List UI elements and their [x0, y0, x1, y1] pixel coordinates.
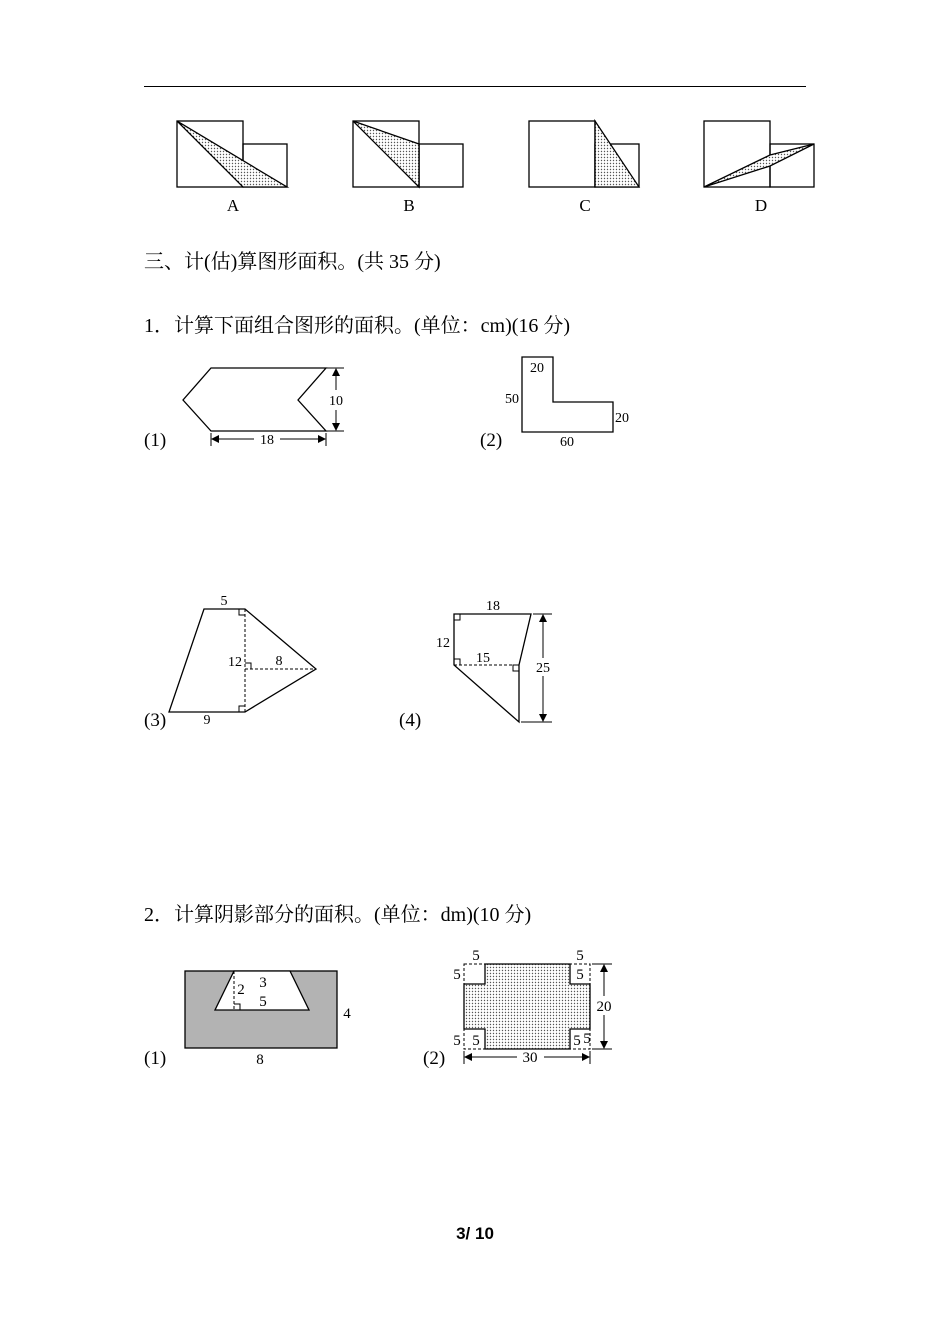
q2-fig1-rect-height: 4	[343, 1006, 351, 1022]
option-d-label: D	[754, 196, 768, 215]
q2-fig1-trap-top: 3	[259, 975, 267, 991]
q1-fig4-mid: 15	[476, 651, 490, 666]
q1-fig3-top: 5	[220, 594, 228, 609]
q2-fig2-corner-br-side: 5	[583, 1031, 591, 1047]
q2-fig2-width: 30	[522, 1050, 538, 1066]
q2-fig1-trap-height: 2	[237, 982, 245, 998]
q1-fig2-bottom: 60	[560, 435, 574, 450]
section-heading: 三、计(估)算图形面积。(共 35 分)	[144, 251, 441, 273]
q1-fig4-left: 12	[436, 636, 450, 651]
q1-fig1-tag: (1)	[144, 430, 167, 451]
q2-fig2-tag: (2)	[423, 1048, 446, 1069]
q2-fig2-corner-bl-side: 5	[453, 1033, 461, 1049]
q2-fig1-trap-bottom: 5	[259, 994, 267, 1010]
q2-fig2-corner-bl-inner: 5	[472, 1033, 480, 1049]
option-c-label: C	[579, 196, 591, 215]
q1-fig4-right: 25	[536, 661, 550, 676]
q1-fig3-bottom: 9	[203, 713, 211, 728]
q2-fig2-corner-tl-side: 5	[453, 967, 461, 983]
q2-fig2-corner-tl-top: 5	[472, 948, 480, 964]
q2-fig2-height: 20	[596, 999, 612, 1015]
q2-fig2-corner-tr-inner: 5	[576, 967, 584, 983]
option-a-label: A	[226, 196, 240, 215]
question-1-prompt: 1．计算下面组合图形的面积。(单位：cm)(16 分)	[144, 315, 571, 337]
q1-fig3-depth: 8	[275, 654, 283, 669]
q2-fig1-tag: (1)	[144, 1048, 167, 1069]
q1-fig2-tag: (2)	[480, 430, 503, 451]
page-number: 3/ 10	[456, 1224, 494, 1243]
q1-fig4-top: 18	[486, 599, 500, 614]
q1-fig1-height: 10	[329, 394, 343, 409]
option-b-label: B	[403, 196, 415, 215]
q1-fig4-tag: (4)	[399, 710, 422, 731]
question-2-prompt: 2．计算阴影部分的面积。(单位：dm)(10 分)	[144, 904, 532, 926]
q1-fig3-tag: (3)	[144, 710, 167, 731]
q1-fig3-height: 12	[228, 655, 242, 670]
q2-fig1-rect-width: 8	[256, 1052, 264, 1068]
q2-fig2-corner-tr-top: 5	[576, 948, 584, 964]
q1-fig1-width: 18	[260, 433, 274, 448]
q1-fig2-left: 50	[505, 392, 519, 407]
q2-fig2-corner-br-inner: 5	[573, 1033, 581, 1049]
q1-fig2-right: 20	[615, 411, 629, 426]
q1-fig2-top: 20	[530, 361, 544, 376]
